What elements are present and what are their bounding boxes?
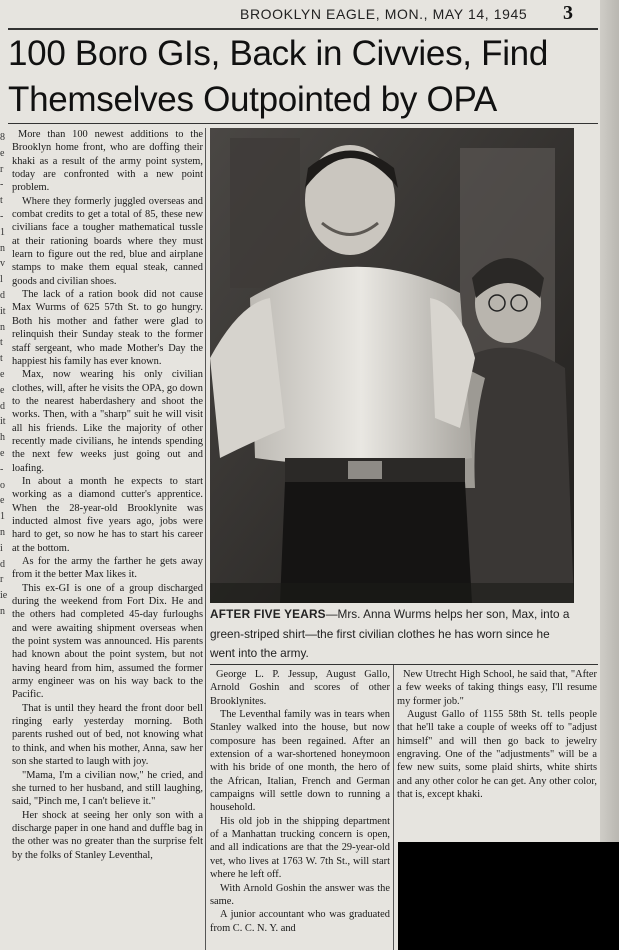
column-1-paragraph: That is until they heard the front door bell ringing early yesterday morning. Both parents rushed out of bed, not knowing what to think, and when his mother, Anna, saw her son she started to laugh with joy. xyxy=(12,702,203,768)
headline-rule xyxy=(8,123,598,124)
margin-letter: - xyxy=(0,463,4,475)
column-2-paragraph: George L. P. Jessup, August Gallo, Arnold Goshin and scores of other Brooklynites. xyxy=(210,669,390,707)
margin-letter: l xyxy=(0,274,3,286)
column-1-paragraph: As for the army the farther he gets away from it the better Max likes it. xyxy=(12,556,203,581)
column-1-paragraph: Where they formerly juggled overseas and combat credits to get a total of 85, these new civilians face a tougher mathematical tussle at their rationing boards where they must learn to figure out the red, blue and airplane stamps to make them equal steak, canned goods and civilian shoes. xyxy=(12,195,203,287)
margin-letter: d xyxy=(0,400,5,412)
margin-letter: h xyxy=(0,432,5,444)
margin-letter: e xyxy=(0,495,5,507)
column-1-paragraph: Her shock at seeing her only son with a discharge paper in one hand and duffle bag in the other was no greater than the surprise felt by the folks of Stanley Leventhal, xyxy=(12,809,203,861)
news-photo xyxy=(210,128,574,603)
column-2-paragraph: A junior accountant who was graduated from C. C. N. Y. and xyxy=(210,909,390,934)
photo-caption xyxy=(210,605,574,664)
column-2-paragraph: With Arnold Goshin the answer was the same. xyxy=(210,882,390,907)
margin-letter: ie xyxy=(0,590,8,602)
caption-text: Mrs. Anna Wurms helps her son, Max, into a green-striped shirt—the first civilian clothes he has worn since he went into the army. xyxy=(210,607,570,660)
margin-letter: e xyxy=(0,368,5,380)
margin-letter: i xyxy=(0,542,3,554)
left-margin-letters xyxy=(0,130,10,650)
article-column-3 xyxy=(397,668,597,840)
caption-lead: AFTER FIVE YEARS xyxy=(210,607,326,621)
column-2-paragraph: His old job in the shipping department of a Manhattan trucking concern is open, and all indications are that the 29-year-old vet, who lives at 1763 W. 7th St., will start where he left off. xyxy=(210,815,390,881)
margin-letter: n xyxy=(0,242,5,254)
margin-letter: it xyxy=(0,416,6,428)
column-divider-1 xyxy=(205,128,206,950)
margin-letter: t xyxy=(0,195,3,207)
headline-line-2: Themselves Outpointed by OPA xyxy=(8,80,497,119)
article-column-1 xyxy=(12,128,203,950)
caption-dash: — xyxy=(325,607,338,621)
column-3-paragraph: New Utrecht High School, he said that, "After a few weeks of taking things easy, I'll resume my former job." xyxy=(397,669,597,707)
margin-letter: n xyxy=(0,605,5,617)
margin-letter: d xyxy=(0,558,5,570)
margin-letter: v xyxy=(0,258,5,270)
top-rule xyxy=(8,28,598,30)
margin-letter: r xyxy=(0,574,4,586)
caption-rule xyxy=(210,664,598,665)
masthead: BROOKLYN EAGLE, MON., MAY 14, 1945 xyxy=(240,6,528,22)
column-1-paragraph: Max, now wearing his only civilian clothes, will, after he visits the OPA, go down to the nearest haberdashery and shoot the works. Then, with a "sharp" suit he will visit all his friends. Like the majority of other recently made civilians, he intends spending the next few weeks just going out and loafing. xyxy=(12,369,203,474)
margin-letter: e xyxy=(0,447,5,459)
margin-letter: e xyxy=(0,384,5,396)
margin-letter: n xyxy=(0,321,5,333)
column-1-paragraph: More than 100 newest additions to the Brooklyn home front, who are doffing their khaki as a result of the army point system, today are confronted with a new point problem. xyxy=(12,129,203,194)
column-3-paragraph: August Gallo of 1155 58th St. tells people that he'll take a couple of weeks off to "adjust himself" and will then go back to jewelry engraving. One of the "adjustments" will be a few new suits, some plaid shirts, white shirts and any other color he can get. Any other color, that is, except khaki. xyxy=(397,709,597,801)
margin-letter: d xyxy=(0,289,5,301)
scan-black-area xyxy=(398,842,619,950)
column-1-paragraph: This ex-GI is one of a group discharged during the weekend from Fort Dix. He and the others had completed 45-day furloughs and were awaiting shipment overseas when the point system was announced. His parents had known about the point system, but not having heard from him, assumed the former army engineer was on his way back to the Pacific. xyxy=(12,582,203,701)
margin-letter: n xyxy=(0,526,5,538)
margin-letter: it xyxy=(0,305,6,317)
margin-letter: 1 xyxy=(0,226,5,238)
margin-letter: r xyxy=(0,163,4,175)
margin-letter: t xyxy=(0,353,3,365)
page-edge xyxy=(600,0,619,950)
margin-letter: 1 xyxy=(0,511,5,523)
column-1-paragraph: "Mama, I'm a civilian now," he cried, and she turned to her husband, and still laughing, said, "Pinch me, I can't believe it." xyxy=(12,769,203,808)
margin-letter: - xyxy=(0,179,4,191)
margin-letter: - xyxy=(0,210,4,222)
margin-letter: o xyxy=(0,479,5,491)
page-number: 3 xyxy=(563,2,573,24)
margin-letter: t xyxy=(0,337,3,349)
column-1-paragraph: The lack of a ration book did not cause Max Wurms of 625 57th St. to go hungry. Both his mother and father were glad to relinquish their Sunday steak to the former staff sergeant, who made Mother's Day the happiest his family has ever known. xyxy=(12,289,203,367)
margin-letter: 8 xyxy=(0,132,5,143)
photo-illustration xyxy=(210,128,574,603)
column-divider-2 xyxy=(393,665,394,950)
column-1-paragraph: In about a month he expects to start working as a diamond cutter's apprentice. When the 28-year-old Brooklynite was inducted almost five years ago, jobs were hard to get, so now he has to start his career at the bottom. xyxy=(12,475,203,554)
headline-line-1: 100 Boro GIs, Back in Civvies, Find xyxy=(8,34,548,73)
column-2-paragraph: The Leventhal family was in tears when Stanley walked into the house, but now composure has been regained. After an extension of a war-shortened honeymoon with his bride of one month, the hero of the African, Italian, French and German campaigns will settle down to running a household. xyxy=(210,709,390,814)
margin-letter: e xyxy=(0,147,5,159)
article-column-2 xyxy=(210,668,390,950)
